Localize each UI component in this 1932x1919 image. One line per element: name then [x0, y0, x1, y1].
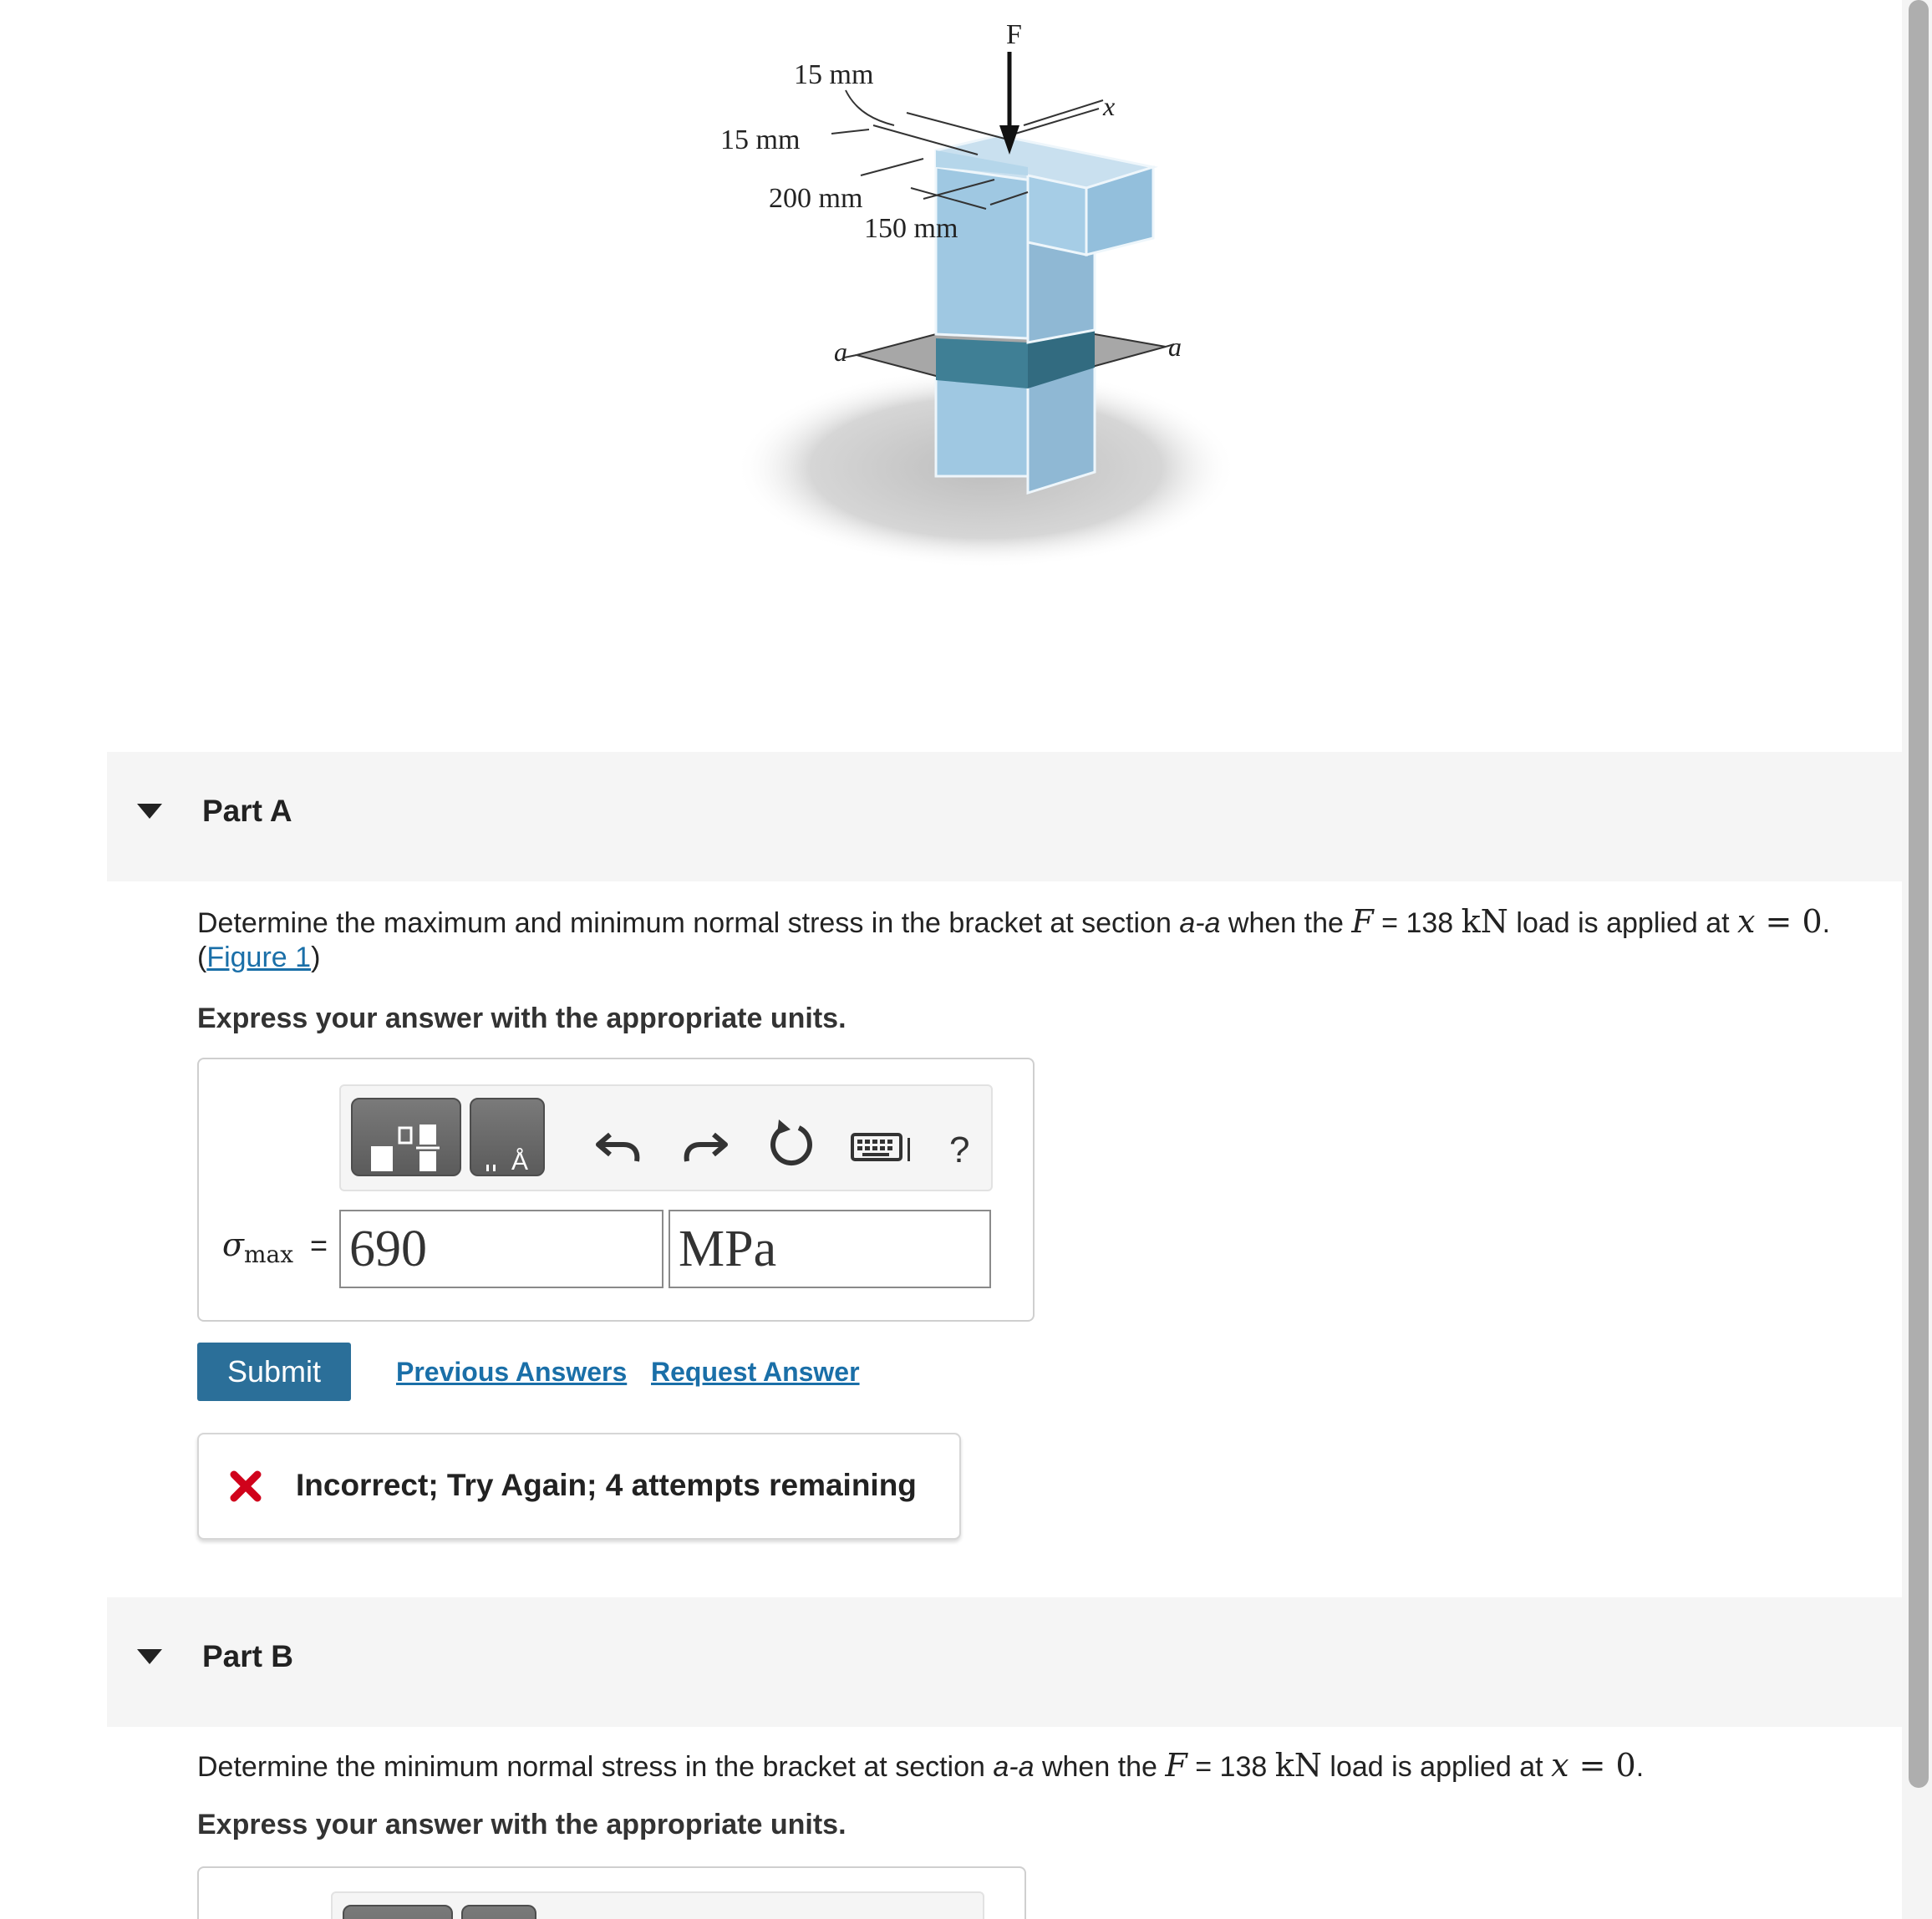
arm-front	[1028, 175, 1086, 255]
dim-top-15-label: 15 mm	[794, 59, 874, 90]
answer-box	[197, 1058, 1035, 1322]
scrollbar-thumb[interactable]	[1909, 0, 1929, 1788]
part-b-templates-button[interactable]	[343, 1905, 453, 1919]
part-b-math-toolbar	[331, 1891, 984, 1919]
dim-left-15-label: 15 mm	[720, 124, 801, 155]
units-icon	[471, 1099, 543, 1175]
chevron-down-icon[interactable]	[137, 804, 162, 819]
part-b-header[interactable]	[107, 1597, 1905, 1727]
units-input[interactable]: MPa	[669, 1210, 991, 1288]
x-label: x	[1103, 91, 1116, 121]
section-band	[936, 338, 1028, 388]
part-a-title: Part A	[202, 794, 292, 828]
sigma-max-label: $\sigma_{max}$ =	[222, 1226, 328, 1269]
templates-icon	[353, 1099, 460, 1175]
value-input[interactable]: 690	[339, 1210, 663, 1288]
undo-icon[interactable]	[592, 1116, 645, 1170]
redo-icon[interactable]	[679, 1116, 732, 1170]
bracket-figure	[669, 0, 1270, 602]
part-b-question: Determine the minimum normal stress in the bracket at section a-a when the F = 138 kN load is applied at x = 0.	[197, 1747, 1645, 1784]
chevron-down-icon[interactable]	[137, 1649, 162, 1664]
units-button[interactable]	[470, 1098, 545, 1176]
submit-button[interactable]: Submit	[197, 1343, 351, 1401]
previous-answers-link[interactable]: Previous Answers	[396, 1357, 628, 1387]
templates-button[interactable]	[351, 1098, 461, 1176]
section-left-label: a	[834, 337, 847, 367]
part-b-instruction: Express your answer with the appropriate units.	[197, 1809, 847, 1840]
math-toolbar	[339, 1084, 993, 1191]
part-a-question: Determine the maximum and minimum normal stress in the bracket at section a-a when the F = 138 kN load is applied at x = 0.	[197, 903, 1831, 940]
part-a-instruction: Express your answer with the appropriate units.	[197, 1003, 847, 1034]
force-label: F	[1006, 19, 1022, 50]
column-upper-front	[936, 163, 1028, 338]
reset-icon[interactable]	[765, 1116, 819, 1170]
svg-text:Å: Å	[511, 1148, 529, 1175]
request-answer-link[interactable]: Request Answer	[651, 1357, 860, 1387]
feedback-box	[197, 1433, 961, 1540]
dim-150-label: 150 mm	[864, 213, 958, 244]
scrollbar-track[interactable]	[1902, 0, 1932, 1919]
figure-link[interactable]: Figure 1	[206, 942, 312, 973]
error-x-icon	[229, 1470, 262, 1503]
keyboard-icon[interactable]	[849, 1116, 916, 1170]
feedback-message: Incorrect; Try Again; 4 attempts remaining	[296, 1468, 917, 1502]
part-b-units-button[interactable]	[461, 1905, 536, 1919]
figure-link-line: (Figure 1)	[197, 942, 321, 973]
help-button[interactable]: ?	[949, 1130, 970, 1170]
section-right-label: a	[1168, 332, 1182, 362]
part-b-title: Part B	[202, 1639, 293, 1673]
part-a-header[interactable]	[107, 752, 1905, 881]
part-b-answer-box	[197, 1866, 1026, 1919]
dim-200-label: 200 mm	[769, 183, 863, 214]
